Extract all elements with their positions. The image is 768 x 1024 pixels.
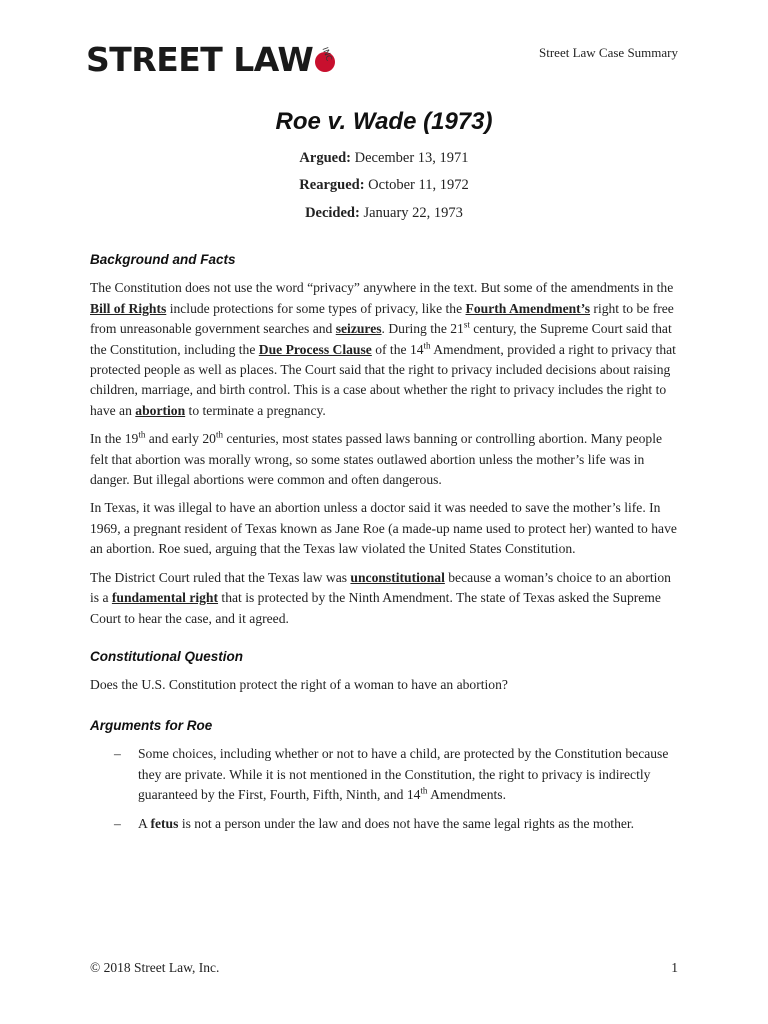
term-fetus: fetus (150, 816, 179, 832)
term-abortion: abortion (135, 402, 186, 418)
list-item: – A fetus is not a person under the law and does not have the same legal rights as the mother. (114, 814, 680, 834)
background-paragraph-1: The Constitution does not use the word “privacy” anywhere in the text. But some of the amendments in the Bill of Rights include protections for some types of privacy, like the Fourth Amendment’s right to be free from unreasonable government searches and seizures. During the 21st century, the Supreme Court said that the Constitution, including the Due Process Clause of the 14th Amendment, provided a right to privacy that protected people as well as places. The Court said that the right to privacy included decisions about raising children, marriage, and birth control. This is a case about whether the right to privacy includes the right to have an abortion to terminate a pregnancy. (90, 280, 676, 418)
logo-suffix: INC (320, 46, 335, 63)
question-text: Does the U.S. Constitution protect the right of a woman to have an abortion? (90, 677, 508, 693)
question-heading: Constitutional Question (90, 648, 243, 664)
footer-copyright: © 2018 Street Law, Inc. (90, 960, 220, 975)
background-heading: Background and Facts (90, 252, 236, 267)
term-fundamental-right: fundamental right (111, 590, 219, 606)
page-number: 1 (671, 960, 678, 975)
background-paragraph-3: In Texas, it was illegal to have an abortion unless a doctor said it was needed to save the mother’s life. In 1969, a pregnant resident of Texas known as Jane Roe (a made-up name used to protect her) wanted to have an abortion. Roe sued, arguing that the Texas law violated the United States Constitution. (90, 500, 677, 557)
reargued-label: Reargued: (299, 177, 365, 193)
reargued-line (0, 177, 768, 194)
term-bill-of-rights: Bill of Rights (90, 300, 167, 316)
street-law-logo (86, 38, 337, 78)
decided-value: January 22, 1973 (363, 205, 463, 221)
case-content (90, 250, 680, 844)
reargued-value: October 11, 1972 (368, 177, 469, 193)
logo-mark (315, 46, 337, 78)
logo-text: STREET LAW (86, 40, 314, 79)
list-item: – Some choices, including whether or not to have a child, are protected by the Constitution because they are private. While it is not mentioned in the Constitution, the right to privacy is indirectly guaranteed by the First, Fourth, Fifth, Ninth, and 14th Amendments. (114, 746, 669, 802)
page-title: Roe v. Wade (1973) (275, 108, 493, 135)
argued-label: Argued: (299, 150, 351, 166)
arguments-roe-list (114, 744, 680, 835)
arguments-roe-heading: Arguments for Roe (90, 717, 213, 733)
background-paragraph-2: In the 19th and early 20th centuries, most states passed laws banning or controlling abortion. Many people felt that abortion was morally wrong, so some states outlawed abortion unless the mother’s life was in danger. But illegal abortions were common and often dangerous. (90, 429, 663, 488)
term-due-process-clause: Due Process Clause (258, 341, 372, 357)
term-unconstitutional: unconstitutional (350, 569, 445, 585)
term-fourth-amendment: Fourth Amendment’s (465, 300, 591, 316)
background-paragraph-4: The District Court ruled that the Texas law was unconstitutional because a woman’s choice to an abortion is a fundamental right that is protected by the Ninth Amendment. The state of Texas asked the Supreme Court to hear the case, and it agreed. (90, 569, 671, 626)
dash-bullet-icon: – (114, 816, 121, 832)
decided-line (0, 205, 768, 222)
term-seizures: seizures (335, 321, 382, 337)
dash-bullet-icon: – (114, 746, 121, 762)
argued-line (0, 150, 768, 167)
argued-value: December 13, 1971 (354, 150, 469, 166)
doc-type-header: Street Law Case Summary (539, 45, 678, 60)
decided-label: Decided: (305, 205, 360, 221)
